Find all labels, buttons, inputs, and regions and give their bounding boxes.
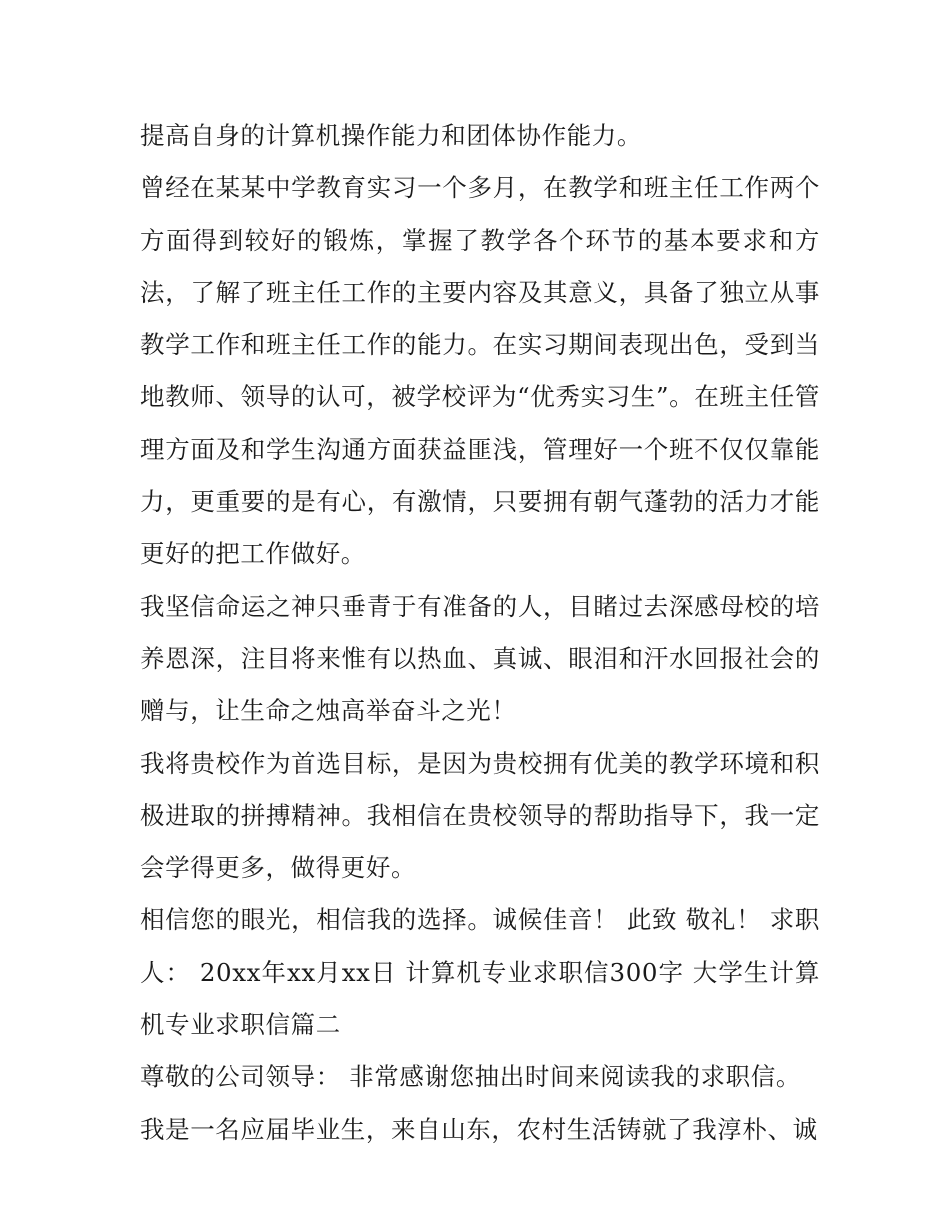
paragraph-4: 我将贵校作为首选目标，是因为贵校拥有优美的教学环境和积极进取的拼搏精神。我相信在贵校领导的帮助指导下，我一定会学得更多，做得更好。: [140, 748, 820, 883]
paragraph-1: 提高自身的计算机操作能力和团体协作能力。: [140, 121, 642, 150]
paragraph-7: 我是一名应届毕业生，来自山东，农村生活铸就了我淳朴、诚: [140, 1114, 818, 1144]
body-text: [140, 110, 820, 1156]
paragraph-2: 曾经在某某中学教育实习一个多月，在教学和班主任工作两个方面得到较好的锻炼，掌握了教学各个环节的基本要求和方法，了解了班主任工作的主要内容及其意义，具备了独立从事教学工作和班主任工作的能力。在实习期间表现出色，受到当地教师、领导的认可，被学校评为“优秀实习生”。在班主任管理方面及和学生沟通方面获益匪浅，管理好一个班不仅仅靠能力，更重要的是有心，有激情，只要拥有朝气蓬勃的活力才能更好的把工作做好。: [140, 173, 820, 569]
paragraph-3: 我坚信命运之神只垂青于有准备的人，目睹过去深感母校的培养恩深，注目将来惟有以热血、真诚、眼泪和汗水回报社会的赠与，让生命之烛高举奋斗之光！: [140, 591, 820, 726]
paragraph-5: 相信您的眼光，相信我的选择。诚候佳音！ 此致 敬礼！ 求职人： 20xx年xx月xx日 计算机专业求职信300字 大学生计算机专业求职信篇二: [140, 905, 820, 1040]
paragraph-6: 尊敬的公司领导： 非常感谢您抽出时间来阅读我的求职信。: [140, 1062, 801, 1092]
